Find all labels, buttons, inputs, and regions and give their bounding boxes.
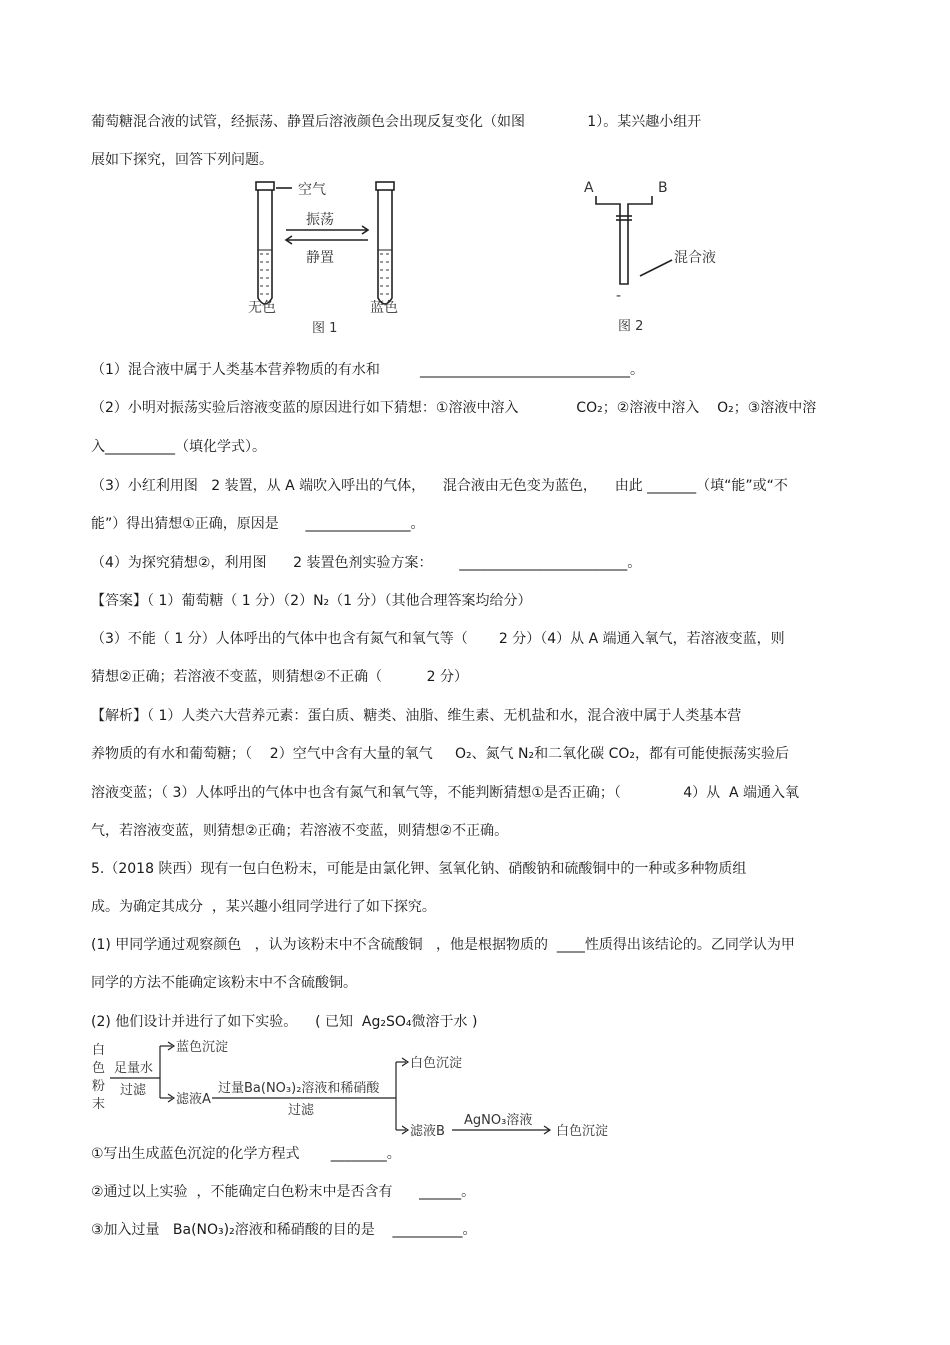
text-line: （4）为探究猜想②，利用图 2 装置色剂实验方案： ________________________。	[91, 555, 642, 571]
figure-2	[580, 176, 730, 336]
text-line: （1）混合液中属于人类基本营养物质的有水和 ______________________________。	[91, 362, 644, 378]
label-rest: 静置	[306, 250, 334, 266]
label-agno3: AgNO₃溶液	[464, 1113, 533, 1128]
text-line: 成。为确定其成分 ，某兴趣小组同学进行了如下探究。	[91, 899, 436, 915]
label-end-a: A	[584, 180, 594, 196]
text-line: ③加入过量 Ba(NO₃)₂溶液和稀硝酸的目的是 __________。	[91, 1222, 477, 1238]
dot-mark: -	[616, 288, 622, 304]
label-filtrate-b: 滤液B	[410, 1124, 445, 1139]
label-blue: 蓝色	[370, 300, 398, 316]
flow-diagram	[88, 1036, 628, 1139]
t-tube	[596, 196, 652, 284]
pointer-line	[640, 260, 672, 276]
label-air: 空气	[298, 182, 326, 198]
test-tube-right	[378, 190, 392, 304]
text-line: ①写出生成蓝色沉淀的化学方程式 ________。	[91, 1146, 401, 1162]
label-end-b: B	[658, 180, 668, 196]
label-reagent: 过量Ba(NO₃)₂溶液和稀硝酸	[218, 1081, 380, 1096]
start-char-3: 粉	[92, 1079, 106, 1094]
text-line: 入__________（填化学式）。	[91, 439, 266, 455]
test-tube-stopper-left	[256, 182, 274, 190]
label-filtrate-a: 滤液A	[176, 1092, 211, 1107]
test-tube-left	[258, 190, 272, 304]
text-line: ②通过以上实验 ，不能确定白色粉末中是否含有 ______。	[91, 1184, 476, 1200]
label-blue-precipitate: 蓝色沉淀	[176, 1040, 229, 1055]
text-line: 葡萄糖混合液的试管，经振荡、静置后溶液颜色会出现反复变化（如图 1）。某兴趣小组开	[91, 114, 702, 130]
text-line: 溶液变蓝；（ 3）人体呼出的气体中也含有氮气和氧气等，不能判断猜想①是否正确；（ 4）从 A 端通入氧	[91, 785, 800, 801]
text-line: (2) 他们设计并进行了如下实验。 ( 已知 Ag₂SO₄微溶于水 )	[91, 1014, 478, 1030]
text-line: 猜想②正确；若溶液不变蓝，则猜想②不正确（ 2 分）	[91, 669, 468, 685]
figure-2-caption: 图 2	[618, 319, 644, 334]
text-line: （3）不能（ 1 分）人体呼出的气体中也含有氮气和氧气等（ 2 分）（4）从 A 端通入氧气，若溶液变蓝，则	[91, 631, 785, 647]
text-line: 能”）得出猜想①正确，原因是 _______________。	[91, 516, 425, 532]
text-line: 养物质的有水和葡萄糖；（ 2）空气中含有大量的氧气 O₂、氮气 N₂和二氧化碳 CO₂，都有可能使振荡实验后	[91, 746, 789, 762]
text-line: 同学的方法不能确定该粉末中不含硫酸铜。	[91, 975, 357, 991]
label-colorless: 无色	[248, 300, 276, 316]
label-filter-1: 过滤	[120, 1083, 147, 1098]
label-white-precipitate-2: 白色沉淀	[556, 1124, 609, 1139]
text-line: 展如下探究，回答下列问题。	[91, 152, 273, 168]
start-char-1: 白	[92, 1043, 106, 1058]
test-tube-stopper-right	[376, 182, 394, 190]
label-shake: 振荡	[306, 212, 334, 228]
text-line: 【解析】（ 1）人类六大营养元素：蛋白质、糖类、油脂、维生素、无机盐和水，混合液中属于人类基本营	[91, 708, 742, 724]
label-white-precipitate-1: 白色沉淀	[410, 1056, 463, 1071]
text-line: (1) 甲同学通过观察颜色 ，认为该粉末中不含硫酸铜 ，他是根据物质的 ____性质得出该结论的。乙同学认为甲	[91, 937, 795, 953]
text-line: 5.（2018 陕西）现有一包白色粉末，可能是由氯化钾、氢氧化钠、硝酸钠和硫酸铜中的一种或多种物质组	[91, 861, 747, 877]
label-water: 足量水	[114, 1061, 154, 1076]
start-char-4: 末	[92, 1097, 106, 1112]
figure-1-caption: 图 1	[312, 321, 338, 336]
text-line: 气，若溶液变蓝，则猜想②正确；若溶液不变蓝，则猜想②不正确。	[91, 823, 509, 839]
text-line: （2）小明对振荡实验后溶液变蓝的原因进行如下猜想：①溶液中溶入 CO₂；②溶液中溶入 O₂；③溶液中溶	[91, 400, 817, 416]
label-mixture: 混合液	[674, 250, 716, 266]
figure-1	[240, 176, 410, 336]
label-filter-2: 过滤	[288, 1103, 315, 1118]
start-char-2: 色	[92, 1061, 106, 1076]
text-line: 【答案】（ 1）葡萄糖（ 1 分）（2）N₂（1 分）（其他合理答案均给分）	[91, 593, 532, 609]
text-line: （3）小红利用图 2 装置，从 A 端吹入呼出的气体， 混合液由无色变为蓝色， 由此 _______（填“能”或“不	[91, 478, 788, 494]
